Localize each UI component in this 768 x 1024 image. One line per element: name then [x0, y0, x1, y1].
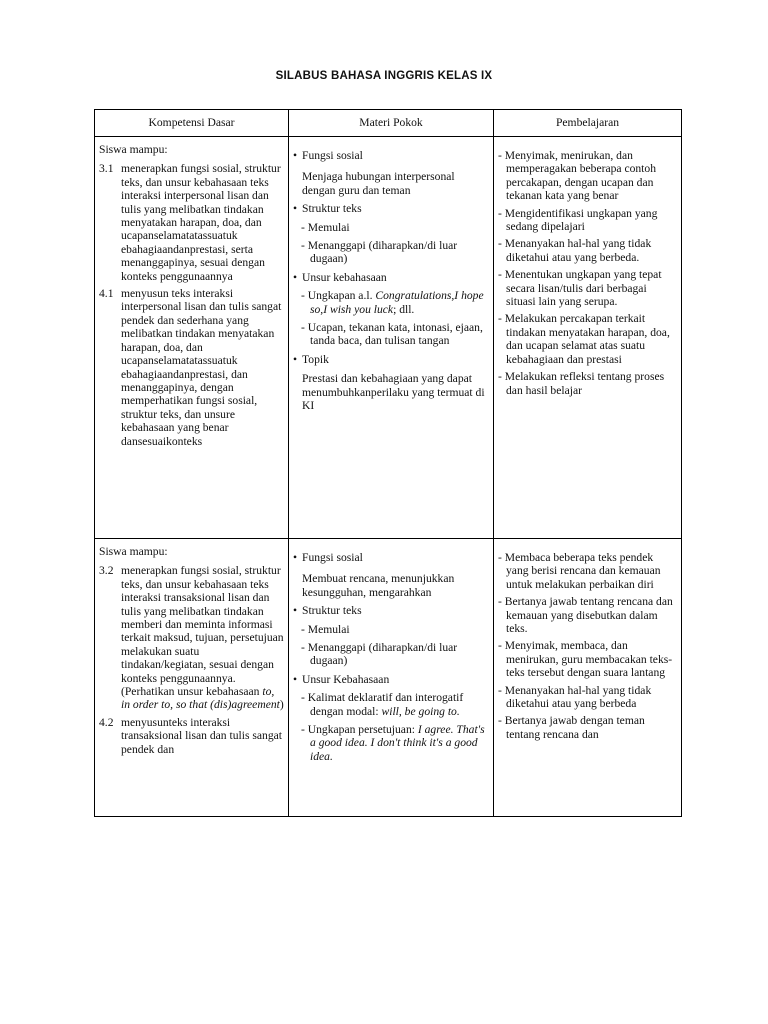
pb-cell: [494, 539, 682, 817]
mp-bullet: • Struktur teks: [293, 604, 362, 618]
mp-unsur-label: Unsur kebahasaan: [302, 270, 387, 284]
kd-item: [99, 162, 284, 283]
kd-text-italic: to, in order to, so that (dis)agreement: [121, 685, 280, 712]
mp-unsur-item: [293, 691, 489, 718]
mp-fungsi-label: Fungsi sosial: [302, 149, 363, 162]
mp-topik-label: Topik: [302, 352, 329, 366]
mp-bullet: • Unsur kebahasaan: [293, 270, 387, 284]
mp-unsur-text: - Kalimat deklaratif dan interogatif dengan modal:: [301, 691, 464, 718]
pb-item: - Mengidentifikasi ungkapan yang sedang dipelajari: [498, 206, 658, 234]
mp-topik-text: Prestasi dan kebahagiaan yang dapat menumbuhkanperilaku yang termuat di KI: [302, 372, 485, 413]
mp-unsur-italic: Congratulations,I hope so,I wish you luck: [310, 289, 484, 316]
pb-item: - Melakukan percakapan terkait tindakan menyatakan harapan, doa, dan ucapan selamat atas suatu kebahagiaan dan prestasi: [498, 312, 670, 366]
pb-item: - Menanyakan hal-hal yang tidak diketahui atau yang berbeda: [498, 683, 652, 711]
kd-item: [99, 716, 284, 756]
syllabus-table: [94, 109, 682, 817]
mp-unsur-italic: I agree. That's a good idea. I don't think it's a good idea.: [310, 723, 485, 763]
pb-item: - Menentukan ungkapan yang tepat secara lisan/tulis dari berbagai situasi lain yang serupa.: [498, 268, 662, 309]
table-row: [95, 137, 682, 539]
mp-fungsi-text: Membuat rencana, menunjukkan kesungguhan, mengarahkan: [302, 572, 455, 599]
kd-item: [99, 564, 284, 711]
kd-cell: [95, 539, 289, 817]
mp-struktur-item: - Menanggapi (diharapkan/di luar dugaan): [301, 239, 458, 266]
mp-unsur-text: - Ungkapan persetujuan:: [301, 723, 415, 737]
table-header-row: [95, 110, 682, 137]
kd-item: [99, 287, 284, 448]
kd-text: menyusunteks interaksi transaksional lisan dan tulis sangat pendek dan: [121, 715, 282, 756]
table-row: [95, 539, 682, 817]
mp-unsur-post: ; dll.: [393, 302, 415, 316]
header-pembelajaran: Pembelajaran: [494, 110, 682, 137]
kd-text: menerapkan fungsi sosial, struktur teks, dan unsur kebahasaan teks interaksi interpersonal lisan dan tulis yang melibatkan tindakan menyatakan harapan, doa, dan ucapanselamatatassuatuk ebahagiaandanprestasi, serta menanggapinya, sesuai dengan konteks penggunaannya: [121, 162, 281, 283]
header-kompetensi-dasar: Kompetensi Dasar: [95, 110, 289, 137]
pb-item: - Melakukan refleksi tentang proses dan hasil belajar: [498, 370, 665, 397]
mp-fungsi-label: Fungsi sosial: [302, 551, 363, 564]
mp-struktur-label: Struktur teks: [302, 202, 362, 216]
kd-number: 3.2: [99, 564, 114, 578]
pb-item: - Menyimak, menirukan, dan memperagakan beberapa contoh percakapan, dengan ucapan dan tekanan kata yang benar: [498, 149, 656, 203]
mp-struktur-item: - Memulai: [301, 622, 350, 636]
mp-unsur-item: - Ucapan, tekanan kata, intonasi, ejaan, tanda baca, dan tulisan tangan: [301, 321, 483, 348]
kd-text: menyusun teks interaksi interpersonal lisan dan tulis sangat pendek dan sederhana yang melibatkan tindakan menyatakan harapan, doa, dan ucapanselamatatassuatuk ebahagiaandanprestasi, dan menanggapinya, dengan memperhatikan fungsi sosial, struktur teks, dan unsure kebahasaan yang benar dansesuaikonteks: [121, 287, 282, 448]
kd-intro: Siswa mampu:: [99, 545, 168, 558]
kd-text: [121, 564, 284, 711]
mp-cell: [289, 137, 494, 539]
pb-item: - Menyimak, membaca, dan menirukan, guru membacakan teks-teks tersebut dengan suara lantang: [498, 639, 673, 680]
mp-unsur-italic: will, be going to.: [381, 704, 460, 718]
pb-cell: [494, 137, 682, 539]
kd-intro: Siswa mampu:: [99, 143, 168, 156]
mp-unsur-label: Unsur Kebahasaan: [302, 672, 390, 686]
mp-bullet: • Topik: [293, 352, 329, 366]
mp-fungsi-text: Menjaga hubungan interpersonal dengan guru dan teman: [302, 170, 455, 197]
page-title: SILABUS BAHASA INGGRIS KELAS IX: [275, 70, 493, 82]
mp-struktur-item: - Memulai: [301, 220, 350, 234]
mp-unsur-item: [293, 723, 489, 763]
pb-item: - Bertanya jawab dengan teman tentang rencana dan: [498, 714, 645, 741]
mp-bullet: • Struktur teks: [293, 202, 362, 216]
kd-text-main: menerapkan fungsi sosial, struktur teks, dan unsur kebahasaan teks interaksi transaksional lisan dan tulis yang melibatkan tindakan memberi dan meminta informasi terkait maksud, tujuan, persetujuan melakukan suatu tindakan/kegiatan, sesuai dengan konteks penggunaannya. (Perhatikan unsur kebahasaan: [121, 564, 284, 699]
kd-cell: [95, 137, 289, 539]
kd-number: 4.2: [99, 715, 114, 729]
kd-number: 4.1: [99, 287, 114, 301]
mp-struktur-label: Struktur teks: [302, 604, 362, 618]
mp-bullet: • Fungsi sosial: [293, 551, 363, 564]
pb-item: - Membaca beberapa teks pendek yang berisi rencana dan kemauan untuk melakukan perbaikan diri: [498, 551, 661, 591]
kd-number: 3.1: [99, 162, 114, 176]
mp-cell: [289, 539, 494, 817]
pb-item: - Menanyakan hal-hal yang tidak diketahui atau yang berbeda.: [498, 237, 652, 264]
mp-struktur-item: - Menanggapi (diharapkan/di luar dugaan): [301, 641, 458, 668]
mp-unsur-text: - Ungkapan a.l.: [301, 289, 373, 303]
kd-text-post: ): [279, 698, 284, 712]
pb-item: - Bertanya jawab tentang rencana dan kemauan yang disebutkan dalam teks.: [498, 595, 673, 636]
mp-bullet: • Unsur Kebahasaan: [293, 672, 390, 686]
mp-unsur-item: [293, 289, 489, 316]
mp-bullet: • Fungsi sosial: [293, 149, 363, 162]
header-materi-pokok: Materi Pokok: [289, 110, 494, 137]
